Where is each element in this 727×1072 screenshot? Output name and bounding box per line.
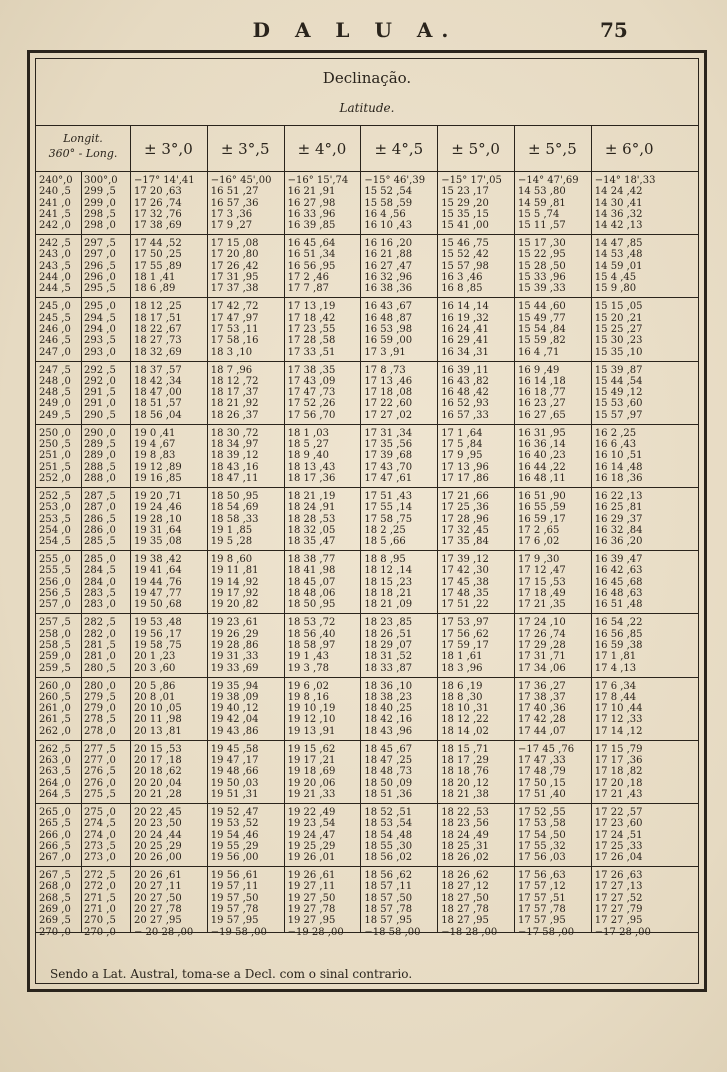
declination-values: 17 56 ,63 17 57 ,12 17 57 ,51 17 57 ,78 17 57 ,95 −17 58 ,00 — [518, 870, 575, 938]
column-header: ± 3°,0 — [144, 140, 193, 158]
page-heading: D A L U A. — [252, 18, 458, 42]
declination-values: 18 56 ,62 18 57 ,11 18 57 ,50 18 57 ,78 18 57 ,95 −18 58 ,00 — [364, 870, 421, 938]
table-footnote: Sendo a Lat. Austral, toma-se a Decl. com o sinal contrario. — [50, 967, 413, 981]
declination-values: −14° 18',33 14 24 ,42 14 30 ,41 14 36 ,32 14 42 ,13 — [594, 175, 656, 232]
longitude-complement-label: 360° - Long. — [48, 147, 118, 160]
declination-values: 16 9 ,49 16 14 ,18 16 18 ,77 16 23 ,27 16 27 ,65 — [518, 364, 566, 421]
complement-longitude-values: 277 ,5 277 ,0 276 ,5 276 ,0 275 ,5 — [84, 743, 116, 800]
row-group — [36, 614, 698, 676]
declination-values: 16 39 ,11 16 43 ,82 16 48 ,42 16 52 ,93 16 57 ,33 — [441, 364, 489, 421]
declination-values: 17 1 ,64 17 5 ,84 17 9 ,95 17 13 ,96 17 17 ,86 — [441, 427, 489, 484]
declination-values: 20 15 ,53 20 17 ,18 20 18 ,62 20 20 ,04 20 21 ,28 — [134, 743, 182, 800]
column-header: ± 4°,0 — [297, 140, 347, 158]
longitude-header — [36, 131, 130, 171]
declination-values: 16 14 ,14 16 19 ,32 16 24 ,41 16 29 ,41 16 34 ,31 — [441, 301, 489, 358]
declination-values: 18 36 ,10 18 38 ,23 18 40 ,25 18 42 ,16 18 43 ,96 — [364, 680, 413, 737]
complement-longitude-values: 297 ,5 297 ,0 296 ,5 296 ,0 295 ,5 — [84, 238, 116, 295]
complement-longitude-values: 290 ,0 289 ,5 289 ,0 288 ,5 288 ,0 — [84, 427, 116, 484]
declination-values: 19 26 ,61 19 27 ,11 19 27 ,50 19 27 ,78 19 27 ,95 −19 28 ,00 — [287, 870, 344, 938]
declination-values: 19 0 ,41 19 4 ,67 19 8 ,83 19 12 ,89 19 16 ,85 — [134, 427, 182, 484]
longitude-values: 242 ,5 243 ,0 243 ,5 244 ,0 244 ,5 — [39, 238, 71, 295]
declination-values: 17 22 ,57 17 23 ,60 17 24 ,51 17 25 ,33 17 26 ,04 — [594, 807, 643, 864]
complement-longitude-values: 292 ,5 292 ,0 291 ,5 291 ,0 290 ,5 — [84, 364, 116, 421]
complement-longitude-values: 285 ,0 284 ,5 284 ,0 283 ,5 283 ,0 — [84, 554, 116, 611]
declination-values: 17 31 ,34 17 35 ,56 17 39 ,68 17 43 ,70 17 47 ,61 — [364, 427, 413, 484]
declination-values: −16° 15',74 16 21 ,91 16 27 ,98 16 33 ,96 16 39 ,85 — [287, 175, 349, 232]
column-header: ± 3°,5 — [220, 140, 270, 158]
longitude-values: 267 ,5 268 ,0 268 ,5 269 ,0 269 ,5 270 ,0 — [39, 870, 71, 938]
declination-values: 18 45 ,67 18 47 ,25 18 48 ,73 18 50 ,09 18 51 ,36 — [364, 743, 413, 800]
row-group — [36, 425, 698, 487]
declination-values: 20 22 ,45 20 23 ,50 20 24 ,44 20 25 ,29 20 26 ,00 — [134, 807, 182, 864]
declination-values: 17 15 ,08 17 20 ,80 17 26 ,42 17 31 ,95 17 37 ,38 — [210, 238, 259, 295]
declination-values: 18 12 ,25 18 17 ,51 18 22 ,67 18 27 ,73 18 32 ,69 — [134, 301, 182, 358]
row-group — [36, 298, 698, 360]
declination-values: 19 45 ,58 19 47 ,17 19 48 ,66 19 50 ,03 19 51 ,31 — [210, 743, 259, 800]
declination-values: 18 52 ,51 18 53 ,54 18 54 ,48 18 55 ,30 18 56 ,02 — [364, 807, 413, 864]
page-number: 75 — [600, 18, 628, 42]
row-group — [36, 678, 698, 740]
declination-values: 17 51 ,43 17 55 ,14 17 58 ,75 18 2 ,25 18 5 ,66 — [364, 491, 413, 548]
declination-values: 17 8 ,73 17 13 ,46 17 18 ,08 17 22 ,60 17 27 ,02 — [364, 364, 413, 421]
declination-values: −15° 46',39 15 52 ,54 15 58 ,59 16 4 ,56 16 10 ,43 — [364, 175, 426, 232]
longitude-values: 245 ,0 245 ,5 246 ,0 246 ,5 247 ,0 — [39, 301, 71, 358]
column-rule — [514, 125, 515, 932]
column-header: ± 5°,0 — [451, 140, 500, 158]
complement-longitude-values: 280 ,0 279 ,5 279 ,0 278 ,5 278 ,0 — [84, 680, 116, 737]
declination-values: 17 13 ,19 17 18 ,42 17 23 ,55 17 28 ,58 17 33 ,51 — [287, 301, 336, 358]
column-rule — [437, 125, 438, 932]
declination-values: 16 22 ,13 16 25 ,81 16 29 ,37 16 32 ,84 16 36 ,20 — [594, 491, 643, 548]
rule-top — [36, 125, 698, 126]
declination-values: −16° 45',00 16 51 ,27 16 57 ,36 17 3 ,36 17 9 ,27 — [210, 175, 272, 232]
table-title: Declinação. — [322, 69, 412, 87]
declination-values: 18 38 ,77 18 41 ,98 18 45 ,07 18 48 ,06 18 50 ,95 — [287, 554, 336, 611]
row-group — [36, 235, 698, 297]
declination-values: 18 26 ,62 18 27 ,12 18 27 ,50 18 27 ,78 18 27 ,95 −18 28 ,00 — [441, 870, 498, 938]
declination-values: 18 7 ,96 18 12 ,72 18 17 ,37 18 21 ,92 18 26 ,37 — [210, 364, 259, 421]
declination-values: 17 42 ,72 17 47 ,97 17 53 ,11 17 58 ,16 18 3 ,10 — [210, 301, 259, 358]
longitude-values: 265 ,0 265 ,5 266 ,0 266 ,5 267 ,0 — [39, 807, 71, 864]
column-rule — [284, 125, 285, 932]
declination-values: 17 6 ,34 17 8 ,44 17 10 ,44 17 12 ,33 17 14 ,12 — [594, 680, 643, 737]
declination-values: 16 16 ,20 16 21 ,88 16 27 ,47 16 32 ,96 16 38 ,36 — [364, 238, 413, 295]
row-group — [36, 362, 698, 424]
declination-values: 17 21 ,66 17 25 ,36 17 28 ,96 17 32 ,45 17 35 ,84 — [441, 491, 489, 548]
page-header — [0, 18, 727, 48]
declination-values: 18 53 ,72 18 56 ,40 18 58 ,97 19 1 ,43 19 3 ,78 — [287, 617, 336, 674]
column-header: ± 5°,5 — [528, 140, 577, 158]
declination-values: 19 35 ,94 19 38 ,09 19 40 ,12 19 42 ,04 19 43 ,86 — [210, 680, 259, 737]
column-rule — [591, 125, 592, 932]
declination-values: 18 37 ,57 18 42 ,34 18 47 ,00 18 51 ,57 18 56 ,04 — [134, 364, 182, 421]
row-group — [36, 172, 698, 234]
declination-values: 15 39 ,87 15 44 ,54 15 49 ,12 15 53 ,60 15 57 ,97 — [594, 364, 643, 421]
row-group — [36, 804, 698, 866]
declination-table — [35, 58, 699, 984]
declination-values: 17 24 ,10 17 26 ,74 17 29 ,28 17 31 ,71 17 34 ,06 — [518, 617, 566, 674]
declination-values: 20 26 ,61 20 27 ,11 20 27 ,50 20 27 ,78 20 27 ,95 − 20 28 ,00 — [134, 870, 194, 938]
declination-values: 16 45 ,64 16 51 ,34 16 56 ,95 17 2 ,46 17 7 ,87 — [287, 238, 336, 295]
declination-values: 16 51 ,90 16 55 ,59 16 59 ,17 17 2 ,65 17 6 ,02 — [518, 491, 566, 548]
declination-values: 17 38 ,35 17 43 ,09 17 47 ,73 17 52 ,26 17 56 ,70 — [287, 364, 336, 421]
row-group — [36, 867, 698, 938]
declination-values: 15 17 ,30 15 22 ,95 15 28 ,50 15 33 ,96 15 39 ,33 — [518, 238, 566, 295]
longitude-label: Longit. — [63, 132, 103, 145]
declination-values: 19 53 ,48 19 56 ,17 19 58 ,75 20 1 ,23 20 3 ,60 — [134, 617, 182, 674]
declination-values: 19 6 ,02 19 8 ,16 19 10 ,19 19 12 ,10 19 13 ,91 — [287, 680, 336, 737]
declination-values: 17 26 ,63 17 27 ,13 17 27 ,52 17 27 ,79 17 27 ,95 −17 28 ,00 — [594, 870, 651, 938]
table-subtitle: Latitude. — [339, 101, 395, 115]
declination-values: 18 23 ,85 18 26 ,51 18 29 ,07 18 31 ,52 18 33 ,87 — [364, 617, 413, 674]
declination-values: 19 20 ,71 19 24 ,46 19 28 ,10 19 31 ,64 19 35 ,08 — [134, 491, 182, 548]
declination-values: 18 6 ,19 18 8 ,30 18 10 ,31 18 12 ,22 18 14 ,02 — [441, 680, 489, 737]
longitude-values: 247 ,5 248 ,0 248 ,5 249 ,0 249 ,5 — [39, 364, 71, 421]
longitude-values: 257 ,5 258 ,0 258 ,5 259 ,0 259 ,5 — [39, 617, 71, 674]
declination-values: 18 1 ,03 18 5 ,27 18 9 ,40 18 13 ,43 18 17 ,36 — [287, 427, 336, 484]
longitude-values: 255 ,0 255 ,5 256 ,0 256 ,5 257 ,0 — [39, 554, 71, 611]
declination-values: −14° 47',69 14 53 ,80 14 59 ,81 15 5 ,74 15 11 ,57 — [518, 175, 579, 232]
declination-values: 17 53 ,97 17 56 ,62 17 59 ,17 18 1 ,61 18 3 ,96 — [441, 617, 489, 674]
table-frame — [27, 50, 707, 992]
longitude-values: 252 ,5 253 ,0 253 ,5 254 ,0 254 ,5 — [39, 491, 71, 548]
declination-values: 16 39 ,47 16 42 ,63 16 45 ,68 16 48 ,63 16 51 ,48 — [594, 554, 643, 611]
row-group — [36, 551, 698, 613]
declination-values: 17 9 ,30 17 12 ,47 17 15 ,53 17 18 ,49 17 21 ,35 — [518, 554, 566, 611]
declination-values: 19 15 ,62 19 17 ,21 19 18 ,69 19 20 ,06 19 21 ,33 — [287, 743, 336, 800]
declination-values: 16 43 ,67 16 48 ,87 16 53 ,98 16 59 ,00 17 3 ,91 — [364, 301, 413, 358]
column-rule — [81, 171, 82, 932]
declination-values: 17 52 ,55 17 53 ,58 17 54 ,50 17 55 ,32 17 56 ,03 — [518, 807, 566, 864]
declination-values: 19 8 ,60 19 11 ,81 19 14 ,92 19 17 ,92 19 20 ,82 — [210, 554, 259, 611]
complement-longitude-values: 295 ,0 294 ,5 294 ,0 293 ,5 293 ,0 — [84, 301, 116, 358]
declination-values: 19 22 ,49 19 23 ,54 19 24 ,47 19 25 ,29 19 26 ,01 — [287, 807, 336, 864]
declination-values: 19 52 ,47 19 53 ,52 19 54 ,46 19 55 ,29 19 56 ,00 — [210, 807, 259, 864]
declination-values: 18 15 ,71 18 17 ,29 18 18 ,76 18 20 ,12 18 21 ,38 — [441, 743, 489, 800]
declination-values: 15 15 ,05 15 20 ,21 15 25 ,27 15 30 ,23 15 35 ,10 — [594, 301, 643, 358]
declination-values: 18 50 ,95 18 54 ,69 18 58 ,33 19 1 ,85 19 5 ,28 — [210, 491, 259, 548]
longitude-values: 262 ,5 263 ,0 263 ,5 264 ,0 264 ,5 — [39, 743, 71, 800]
column-header: ± 4°,5 — [374, 140, 424, 158]
declination-values: 16 2 ,25 16 6 ,43 16 10 ,51 16 14 ,48 16 18 ,36 — [594, 427, 643, 484]
row-group — [36, 741, 698, 803]
complement-longitude-values: 275 ,0 274 ,5 274 ,0 273 ,5 273 ,0 — [84, 807, 116, 864]
declination-values: 18 22 ,53 18 23 ,56 18 24 ,49 18 25 ,31 18 26 ,02 — [441, 807, 489, 864]
declination-values: 19 56 ,61 19 57 ,11 19 57 ,50 19 57 ,78 19 57 ,95 −19 58 ,00 — [210, 870, 267, 938]
declination-values: 17 39 ,12 17 42 ,30 17 45 ,38 17 48 ,35 17 51 ,22 — [441, 554, 489, 611]
declination-values: 14 47 ,85 14 53 ,48 14 59 ,01 15 4 ,45 15 9 ,80 — [594, 238, 643, 295]
declination-values: 17 36 ,27 17 38 ,37 17 40 ,36 17 42 ,28 17 44 ,07 — [518, 680, 566, 737]
declination-values: 16 54 ,22 16 56 ,85 16 59 ,38 17 1 ,81 17 4 ,13 — [594, 617, 643, 674]
column-rule — [360, 125, 361, 932]
row-group — [36, 488, 698, 550]
declination-values: −17 45 ,76 17 47 ,33 17 48 ,79 17 50 ,15 17 51 ,40 — [518, 743, 575, 800]
declination-values: 18 8 ,95 18 12 ,14 18 15 ,23 18 18 ,21 18 21 ,09 — [364, 554, 413, 611]
declination-values: 17 44 ,52 17 50 ,25 17 55 ,89 18 1 ,41 18 6 ,89 — [134, 238, 182, 295]
complement-longitude-values: 287 ,5 287 ,0 286 ,5 286 ,0 285 ,5 — [84, 491, 116, 548]
declination-values: 18 21 ,19 18 24 ,91 18 28 ,53 18 32 ,05 18 35 ,47 — [287, 491, 336, 548]
declination-values: 17 15 ,79 17 17 ,36 17 18 ,82 17 20 ,18 17 21 ,43 — [594, 743, 643, 800]
declination-values: 20 5 ,86 20 8 ,01 20 10 ,05 20 11 ,98 20 13 ,81 — [134, 680, 182, 737]
declination-values: 19 23 ,61 19 26 ,29 19 28 ,86 19 31 ,33 19 33 ,69 — [210, 617, 259, 674]
column-header: ± 6°,0 — [604, 140, 654, 158]
complement-longitude-values: 272 ,5 272 ,0 271 ,5 271 ,0 270 ,5 270 ,0 — [84, 870, 116, 938]
column-rule — [130, 125, 131, 932]
declination-values: 15 46 ,75 15 52 ,42 15 57 ,98 16 3 ,46 16 8 ,85 — [441, 238, 489, 295]
longitude-values: 250 ,0 250 ,5 251 ,0 251 ,5 252 ,0 — [39, 427, 71, 484]
declination-values: 15 44 ,60 15 49 ,77 15 54 ,84 15 59 ,82 16 4 ,71 — [518, 301, 566, 358]
header-row — [36, 127, 698, 171]
declination-values: −17° 14',41 17 20 ,63 17 26 ,74 17 32 ,76 17 38 ,69 — [134, 175, 195, 232]
column-rule — [207, 125, 208, 932]
declination-values: 19 38 ,42 19 41 ,64 19 44 ,76 19 47 ,77 19 50 ,68 — [134, 554, 182, 611]
longitude-values: 240°,0 240 ,5 241 ,0 241 ,5 242 ,0 — [39, 175, 73, 232]
declination-values: −15° 17',05 15 23 ,17 15 29 ,20 15 35 ,15 15 41 ,00 — [441, 175, 502, 232]
declination-values: 18 30 ,72 18 34 ,97 18 39 ,12 18 43 ,16 18 47 ,11 — [210, 427, 259, 484]
longitude-values: 260 ,0 260 ,5 261 ,0 261 ,5 262 ,0 — [39, 680, 71, 737]
complement-longitude-values: 282 ,5 282 ,0 281 ,5 281 ,0 280 ,5 — [84, 617, 116, 674]
declination-values: 16 31 ,95 16 36 ,14 16 40 ,23 16 44 ,22 16 48 ,11 — [518, 427, 566, 484]
complement-longitude-values: 300°,0 299 ,5 299 ,0 298 ,5 298 ,0 — [84, 175, 118, 232]
